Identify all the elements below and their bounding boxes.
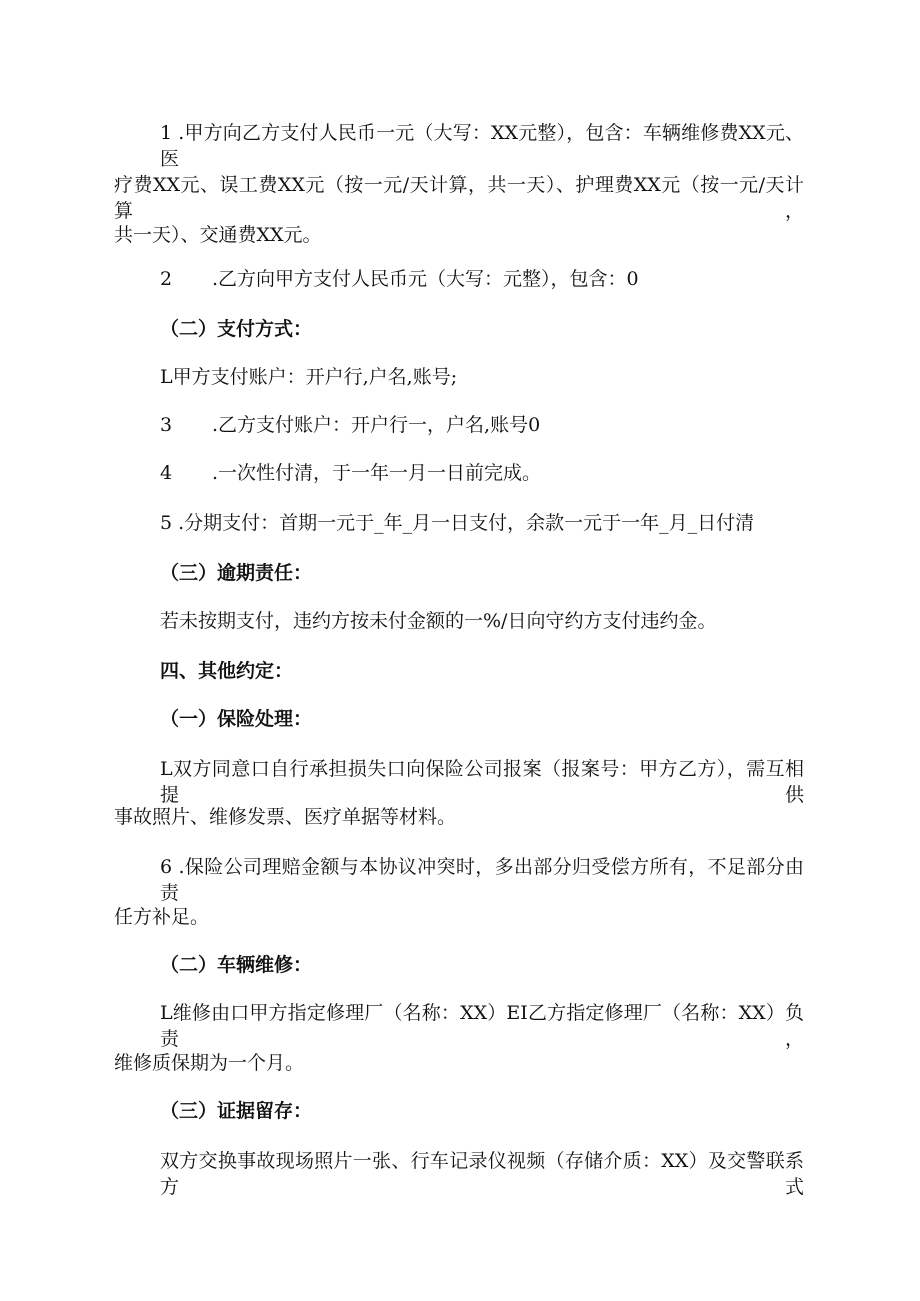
insurance-line-2: 事故照片、维修发票、医疗单据等材料。	[114, 806, 457, 828]
evidence-line-1: 双方交换事故现场照片一张、行车记录仪视频（存储介质：XX）及交警联系方式	[160, 1150, 804, 1198]
heading-other-agreements: 四、其他约定：	[160, 660, 294, 682]
heading-insurance-handling: （一）保险处理：	[160, 708, 313, 730]
clause-6-line-1: 6 .保险公司理赔金额与本协议冲突时，多出部分归受偿方所有，不足部分由责	[160, 856, 804, 904]
insurance-line-1: L双方同意口自行承担损失口向保险公司报案（报案号：甲方乙方），需互相提供	[160, 758, 804, 806]
clause-4	[160, 460, 541, 486]
repair-line-2: 维修质保期为一个月。	[114, 1052, 305, 1074]
payment-account-a: L甲方支付账户：开户行,户名,账号;	[160, 366, 458, 388]
clause-6-line-2: 任方补足。	[114, 906, 210, 928]
clause-4-number: 4	[160, 462, 173, 484]
clause-5: 5 .分期支付：首期一元于_年_月一日支付，余款一元于一年_月_日付清	[160, 512, 755, 534]
clause-3-text: .乙方支付账户：开户行一，户名,账号0	[212, 414, 541, 436]
clause-1-line-2: 疗费XX元、误工费XX元（按一元/天计算，共一天）、护理费XX元（按一元/天计算，	[114, 174, 804, 222]
clause-3	[160, 412, 540, 438]
clause-1-line-3: 共一天）、交通费XX元。	[114, 224, 322, 246]
clause-2-text: .乙方向甲方支付人民币元（大写：元整），包含：0	[212, 268, 639, 290]
clause-1-line-1: 1 .甲方向乙方支付人民币一元（大写：XX元整），包含：车辆维修费XX元、医	[160, 122, 804, 170]
overdue-penalty-text: 若未按期支付，违约方按未付金额的一%/日向守约方支付违约金。	[160, 610, 717, 632]
clause-2	[160, 266, 639, 292]
repair-line-1: L维修由口甲方指定修理厂（名称：XX）EI乙方指定修理厂（名称：XX）负责，	[160, 1002, 804, 1050]
heading-payment-method: （二）支付方式：	[160, 318, 313, 340]
heading-evidence-retention: （三）证据留存：	[160, 1100, 313, 1122]
heading-overdue-liability: （三）逾期责任：	[160, 562, 313, 584]
heading-vehicle-repair: （二）车辆维修：	[160, 954, 313, 976]
clause-4-text: .一次性付清，于一年一月一日前完成。	[212, 462, 542, 484]
clause-3-number: 3	[160, 414, 173, 436]
clause-2-number: 2	[160, 268, 173, 290]
